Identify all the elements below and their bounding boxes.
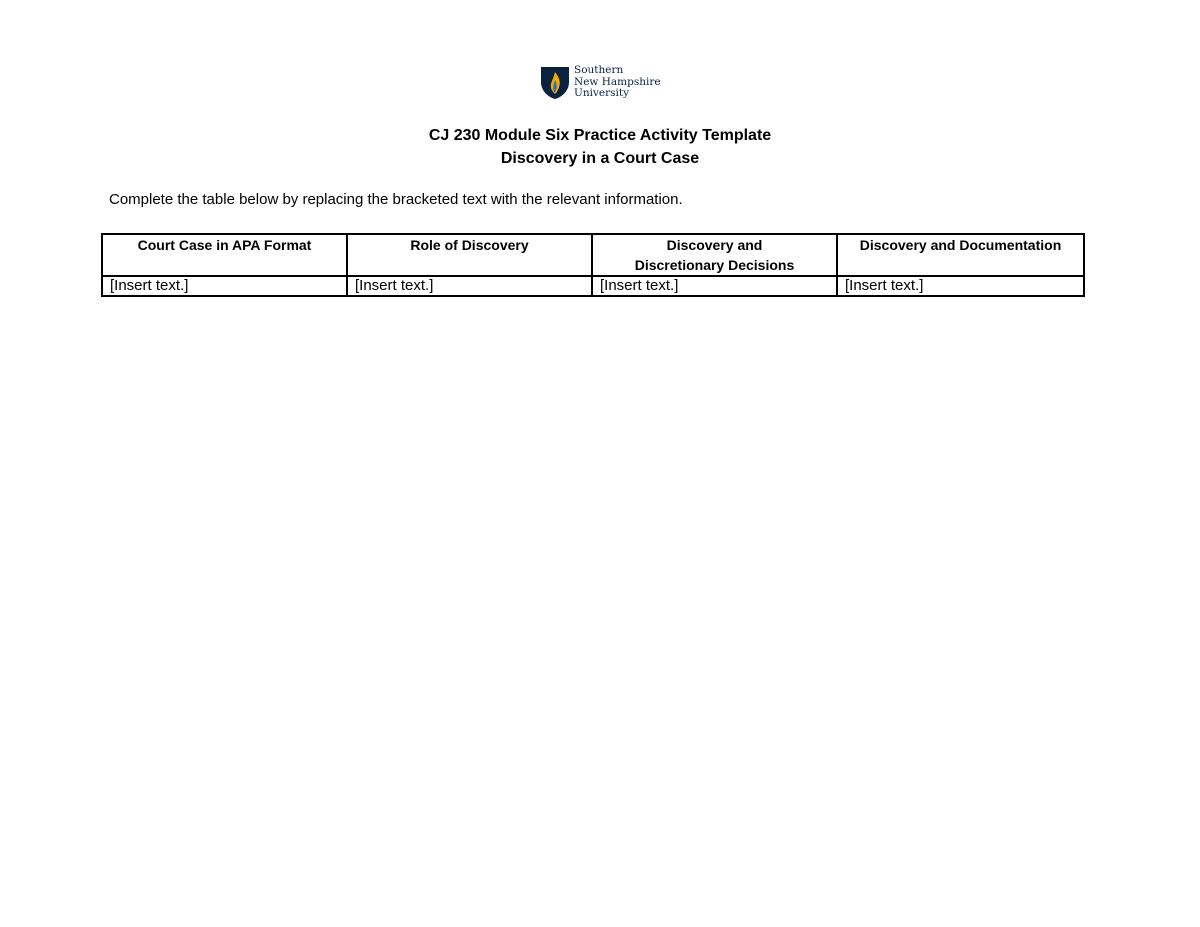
table-cell-insert-text[interactable]: [Insert text.]: [347, 276, 592, 296]
table-row: [102, 276, 1084, 296]
table-cell-insert-text[interactable]: [Insert text.]: [837, 276, 1084, 296]
shield-flame-icon: [540, 66, 570, 100]
title-line-2: Discovery in a Court Case: [500, 150, 700, 167]
column-header-documentation: Discovery and Documentation: [837, 234, 1084, 276]
university-logo: [540, 64, 670, 104]
document-title: [0, 124, 1200, 170]
discovery-table: [101, 233, 1085, 297]
logo-line: Southern: [574, 64, 624, 76]
column-header-discretionary-decisions: Discovery and Discretionary Decisions: [592, 234, 837, 276]
table-header-row: [102, 234, 1084, 276]
logo-line: University: [574, 87, 630, 99]
column-header-court-case: Court Case in APA Format: [102, 234, 347, 276]
column-header-role-of-discovery: Role of Discovery: [347, 234, 592, 276]
title-line-1: CJ 230 Module Six Practice Activity Template: [428, 127, 772, 144]
logo-wordmark: [574, 65, 661, 100]
logo-line: New Hampshire: [574, 75, 661, 88]
table-cell-insert-text[interactable]: [Insert text.]: [592, 276, 837, 296]
instructions-text: Complete the table below by replacing the bracketed text with the relevant information.: [109, 191, 683, 208]
table-cell-insert-text[interactable]: [Insert text.]: [102, 276, 347, 296]
